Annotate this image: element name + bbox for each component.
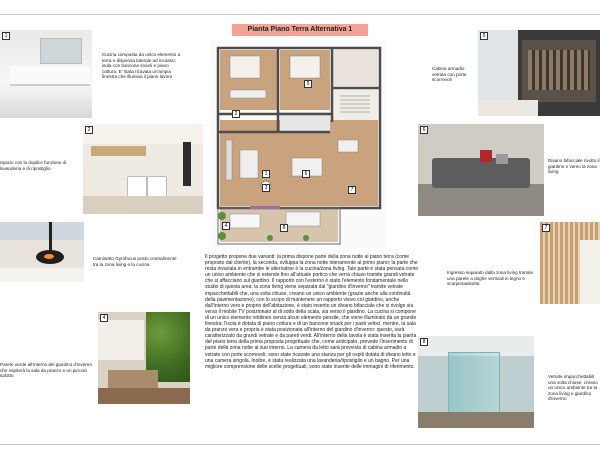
caption-glass-panels: Vetrate impacchettabili: una volta chiuse, creano un unico ambiente tra la zona living e giardino d'inverno — [548, 374, 598, 402]
floor-plan-drawing — [210, 40, 386, 248]
floor-plan — [210, 40, 386, 248]
plan-number-2: 2 — [232, 110, 240, 118]
page-title: Pianta Piano Terra Alternativa 1 — [232, 24, 368, 36]
plan-number-4: 4 — [222, 222, 230, 230]
caption-wardrobe: Cabina armadio vetrata con porte scorrevoli — [432, 66, 467, 83]
photo-number-5: 5 — [480, 32, 488, 40]
caption-green-wall: Parete verde all'interno del giardino d'inverno che ospiterà la sala da pranzo e un piccolo salotto — [0, 362, 92, 379]
project-description: Il progetto propone due varianti: la prima dispone parte della zona notte al piano terra (come proposto dal cliente), la seconda, sviluppa la zona notte interamente al primo piano; la parte che resta invariata in entrambe le alternative è la cucina/zona living. Tale parte è stata pensata come un unico ambiente che si estende fino all'attuale portico che verrà chiuso tramite grandi vetrate che si affacciano sul giardino. Il rapporto con l'esterno è stato l'elemento fondamentale nello studio di questa area: la zona living viene separata dal "giardino d'inverno" tramite vetrate impacchettabili che, una volta chiuse, creano un unico ambiente (grazie anche alla continuità della pavimentazione); con lo scopo di mantenere un rapporto visivo col giardino, anche dall'interno vero e proprio dell'abitazione, è stato inserito un divano bifacciale che si rivolge sia verso il mobile TV posizionato al di sotto della scala, sia verso il giardino. La cucina si compone di un unico elemento rettilineo senza alcun elemento pensile, che viene illuminato da un grande finestra; l'isola è dotata di piano cottura e di un bancone snack per i pasti veloci, mentre, la sala da pranzo vera e propria è stata posizionata all'interno del giardino d'inverno: questo, sarà caratterizzato da grandi vetrate e da pareti verdi. All'interno della tavola è stata inserita la pianta del piano terra della prima proposta progettuale che, come anticipato, prevede l'inserimento di parte della zona notte al suo interno. La camera da letto sarà provvista di cabina armadio a vetrate con porte scorrevoli; sono state ricavate una stanza per gli ospiti dotata di divano letto e una camera singola. Inoltre, è stata realizzata una lavanderia/ripostiglio e un bagno. Per una migliore comprensione delle scelte progettuali, sono state inserite delle immagini di riferimento. — [205, 254, 419, 370]
caption-kitchen: Cucina composta da unico elemento a terra e dispensa laterale ad incasso; isola con bancone snack e piano cottura. E' stata ricavata un'ampia finestra che illumina il piano lavoro — [102, 52, 181, 80]
photo-fireplace — [0, 222, 84, 282]
plan-number-3: 3 — [262, 184, 270, 192]
photo-entrance — [540, 222, 600, 304]
top-rule — [0, 14, 600, 15]
plan-number-5: 5 — [304, 80, 312, 88]
photo-number-8: 8 — [420, 338, 428, 346]
caption-fireplace: Caminetto Gyrofocus posto centralmente tra la zona living e la cucina — [93, 256, 177, 267]
photo-laundry — [83, 124, 203, 214]
caption-sofa: Divano bifacciale rivolto il giardino e verso la zona living — [548, 158, 600, 175]
photo-glass-panels — [418, 336, 534, 428]
caption-laundry: ripazio con la duplice funzione di lavanderia e di ripostiglio — [0, 160, 67, 171]
photo-green-wall — [98, 312, 190, 404]
bottom-rule — [0, 444, 600, 445]
plan-number-6: 6 — [302, 170, 310, 178]
photo-number-7: 7 — [542, 224, 550, 232]
caption-entrance: Ingresso separato dalla zona living tramite una parete a doghe verticali in legno e scarpieraalsotta — [447, 270, 534, 287]
photo-number-1: 1 — [2, 32, 10, 40]
plan-number-8: 8 — [280, 224, 288, 232]
plan-number-7: 7 — [348, 186, 356, 194]
photo-kitchen — [0, 30, 92, 118]
photo-number-6: 6 — [420, 126, 428, 134]
plan-number-1: 1 — [262, 170, 270, 178]
photo-sofa — [418, 124, 544, 216]
photo-wardrobe — [478, 30, 600, 116]
photo-number-4: 4 — [100, 314, 108, 322]
photo-number-2: 2 — [85, 126, 93, 134]
